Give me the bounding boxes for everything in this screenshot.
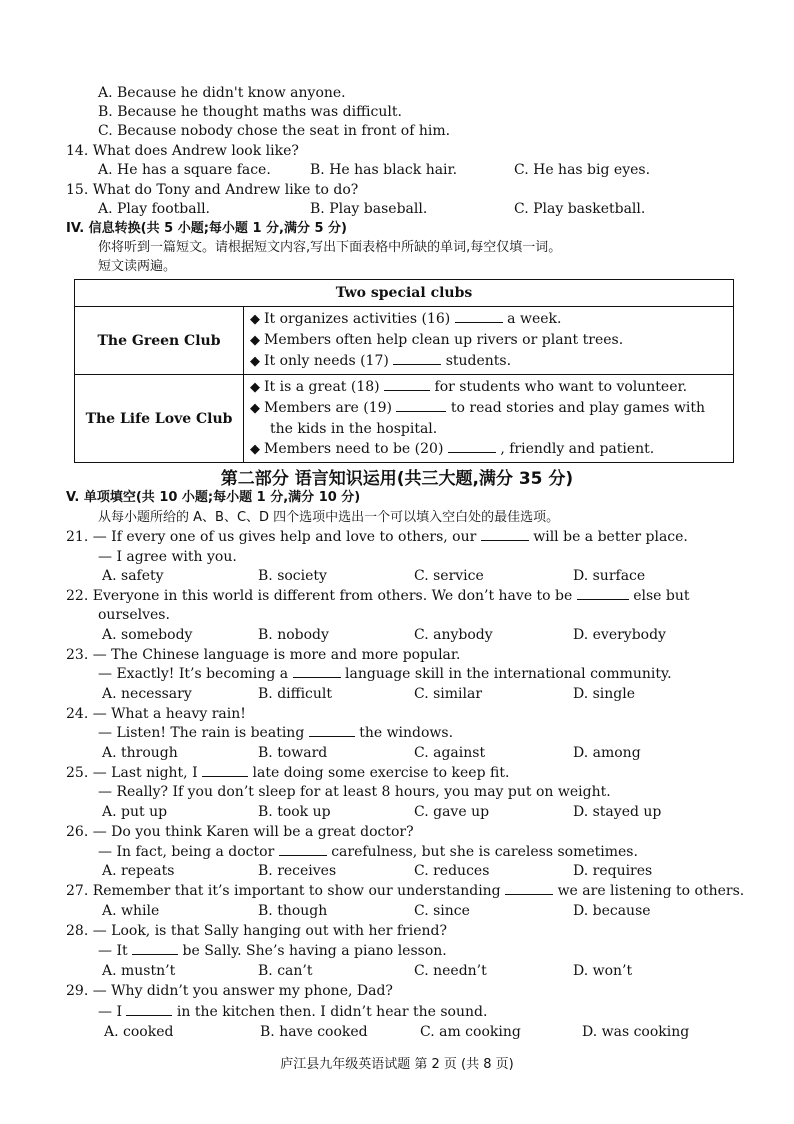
- q25-option-c: C. gave up: [414, 804, 490, 820]
- life-club-details: [244, 375, 734, 463]
- q29-line-1: 29. — Why didn’t you answer my phone, Dad?: [66, 983, 393, 999]
- part-2-title: 第二部分 语言知识运用(共三大题,满分 35 分): [220, 469, 574, 489]
- q27-option-a: A. while: [102, 903, 160, 919]
- diamond-bullet-icon: ◆: [250, 401, 260, 416]
- life-bullet-2-continued: the kids in the hospital.: [270, 421, 438, 437]
- q29-number: 29.: [66, 983, 89, 999]
- clubs-table: [74, 279, 734, 463]
- q26-line-2: — In fact, being a doctor carefulness, but she is careless sometimes.: [98, 844, 638, 860]
- q23-option-d: D. single: [573, 686, 636, 702]
- life-bullet-2: ◆ Members are (19) to read stories and play games with: [250, 400, 705, 416]
- life-bullet-3: ◆ Members need to be (20) , friendly and patient.: [250, 441, 655, 457]
- q26-number: 26.: [66, 824, 89, 840]
- q23-option-a: A. necessary: [102, 686, 192, 702]
- q24-option-b: B. toward: [258, 745, 328, 761]
- q26-option-d: D. requires: [573, 863, 653, 879]
- q25-option-a: A. put up: [102, 804, 168, 820]
- q15-text: What do Tony and Andrew like to do?: [92, 182, 359, 198]
- q15-number: 15.: [66, 182, 89, 198]
- q28-line-2: — It be Sally. She’s having a piano lesson.: [98, 943, 447, 959]
- diamond-bullet-icon: ◆: [250, 333, 260, 348]
- q14-option-b: B. He has black hair.: [310, 162, 458, 178]
- q14-option-a: A. He has a square face.: [98, 162, 271, 178]
- q21-option-b: B. society: [258, 568, 327, 584]
- q28-blank[interactable]: [132, 942, 178, 955]
- q25-line-1: 25. — Last night, I late doing some exercise to keep fit.: [66, 765, 510, 781]
- q27-blank[interactable]: [505, 882, 553, 895]
- q21-line-2: — I agree with you.: [98, 549, 237, 565]
- table-title: Two special clubs: [75, 280, 734, 307]
- q22-option-c: C. anybody: [414, 627, 493, 643]
- section-5-heading: V. 单项填空(共 10 小题;每小题 1 分,满分 10 分): [66, 490, 361, 505]
- q24-line-2: — Listen! The rain is beating the windows.: [98, 725, 454, 741]
- q21-option-c: C. service: [414, 568, 484, 584]
- q24-option-d: D. among: [573, 745, 641, 761]
- q24-blank[interactable]: [309, 724, 355, 737]
- q24-option-a: A. through: [102, 745, 178, 761]
- section-4-instruction: 你将听到一篇短文。请根据短文内容,写出下面表格中所缺的单词,每空仅填一词。: [98, 240, 562, 255]
- q21-number: 21.: [66, 529, 89, 545]
- q23-option-b: B. difficult: [258, 686, 333, 702]
- q15-option-b: B. Play baseball.: [310, 201, 428, 217]
- q22-line-1: 22. Everyone in this world is different from others. We don’t have to be else but: [66, 588, 690, 604]
- q22-blank[interactable]: [577, 587, 629, 600]
- q24-option-c: C. against: [414, 745, 486, 761]
- green-bullet-1: ◆ It organizes activities (16) a week.: [250, 311, 562, 327]
- q25-line-2: — Really? If you don’t sleep for at least 8 hours, you may put on weight.: [98, 784, 611, 800]
- q13-option-b: B. Because he thought maths was difficult.: [98, 104, 402, 120]
- q15-option-c: C. Play basketball.: [514, 201, 646, 217]
- q14-text: What does Andrew look like?: [92, 143, 299, 159]
- q29-option-a: A. cooked: [104, 1024, 174, 1040]
- q29-option-d: D. was cooking: [582, 1024, 690, 1040]
- q22-line-2: ourselves.: [98, 607, 170, 623]
- q23-number: 23.: [66, 647, 89, 663]
- diamond-bullet-icon: ◆: [250, 312, 260, 327]
- life-bullet-1: ◆ It is a great (18) for students who want to volunteer.: [250, 379, 688, 395]
- q23-line-2: — Exactly! It’s becoming a language skill in the international community.: [98, 666, 672, 682]
- q28-option-b: B. can’t: [258, 963, 313, 979]
- q28-number: 28.: [66, 923, 89, 939]
- q23-option-c: C. similar: [414, 686, 483, 702]
- q23-blank[interactable]: [293, 665, 341, 678]
- life-club-name: The Life Love Club: [75, 375, 244, 463]
- q22-option-b: B. nobody: [258, 627, 329, 643]
- q21-blank[interactable]: [481, 528, 529, 541]
- q13-option-c: C. Because nobody chose the seat in front of him.: [98, 123, 451, 139]
- q23-line-1: 23. — The Chinese language is more and more popular.: [66, 647, 461, 663]
- q25-blank[interactable]: [202, 764, 248, 777]
- q21-line-1: 21. — If every one of us gives help and love to others, our will be a better place.: [66, 529, 688, 545]
- blank-17[interactable]: [393, 352, 441, 365]
- q27-line-1: 27. Remember that it’s important to show our understanding we are listening to others.: [66, 883, 745, 899]
- green-bullet-3: ◆ It only needs (17) students.: [250, 353, 512, 369]
- q15-stem: [66, 181, 358, 199]
- q24-line-1: 24. — What a heavy rain!: [66, 706, 246, 722]
- q27-option-c: C. since: [414, 903, 470, 919]
- q29-option-c: C. am cooking: [420, 1024, 521, 1040]
- q27-number: 27.: [66, 883, 89, 899]
- q25-option-d: D. stayed up: [573, 804, 662, 820]
- section-5-instruction: 从每小题所给的 A、B、C、D 四个选项中选出一个可以填入空白处的最佳选项。: [98, 510, 560, 525]
- section-4-heading: IV. 信息转换(共 5 小题;每小题 1 分,满分 5 分): [66, 221, 347, 236]
- q21-option-a: A. safety: [102, 568, 164, 584]
- section-4-instruction-2: 短文读两遍。: [98, 259, 177, 274]
- q29-line-2: — I in the kitchen then. I didn’t hear the sound.: [98, 1004, 488, 1020]
- q15-option-a: A. Play football.: [98, 201, 210, 217]
- q26-option-b: B. receives: [258, 863, 337, 879]
- q28-option-a: A. mustn’t: [102, 963, 176, 979]
- q26-line-1: 26. — Do you think Karen will be a great doctor?: [66, 824, 414, 840]
- q22-option-d: D. everybody: [573, 627, 666, 643]
- q29-blank[interactable]: [126, 1003, 172, 1016]
- green-club-details: [244, 307, 734, 375]
- diamond-bullet-icon: ◆: [250, 380, 260, 395]
- q28-option-c: C. needn’t: [414, 963, 487, 979]
- diamond-bullet-icon: ◆: [250, 442, 260, 457]
- page-footer: 庐江县九年级英语试题 第 2 页 (共 8 页): [280, 1057, 514, 1072]
- q13-option-a: A. Because he didn't know anyone.: [98, 85, 346, 101]
- q26-blank[interactable]: [279, 843, 327, 856]
- diamond-bullet-icon: ◆: [250, 354, 260, 369]
- green-club-name: The Green Club: [75, 307, 244, 375]
- q25-option-b: B. took up: [258, 804, 331, 820]
- q14-option-c: C. He has big eyes.: [514, 162, 651, 178]
- q27-option-b: B. though: [258, 903, 328, 919]
- blank-19[interactable]: [396, 399, 446, 412]
- blank-20[interactable]: [448, 440, 496, 453]
- q26-option-c: C. reduces: [414, 863, 490, 879]
- q14-stem: [66, 142, 299, 160]
- q21-option-d: D. surface: [573, 568, 646, 584]
- blank-16[interactable]: [455, 310, 503, 323]
- q26-option-a: A. repeats: [102, 863, 175, 879]
- green-bullet-2: ◆ Members often help clean up rivers or plant trees.: [250, 332, 624, 348]
- q28-option-d: D. won’t: [573, 963, 633, 979]
- q28-line-1: 28. — Look, is that Sally hanging out with her friend?: [66, 923, 448, 939]
- q27-option-d: D. because: [573, 903, 651, 919]
- q25-number: 25.: [66, 765, 89, 781]
- q29-option-b: B. have cooked: [260, 1024, 368, 1040]
- q24-number: 24.: [66, 706, 89, 722]
- q14-number: 14.: [66, 143, 89, 159]
- q22-number: 22.: [66, 588, 89, 604]
- blank-18[interactable]: [384, 378, 430, 391]
- q22-option-a: A. somebody: [102, 627, 193, 643]
